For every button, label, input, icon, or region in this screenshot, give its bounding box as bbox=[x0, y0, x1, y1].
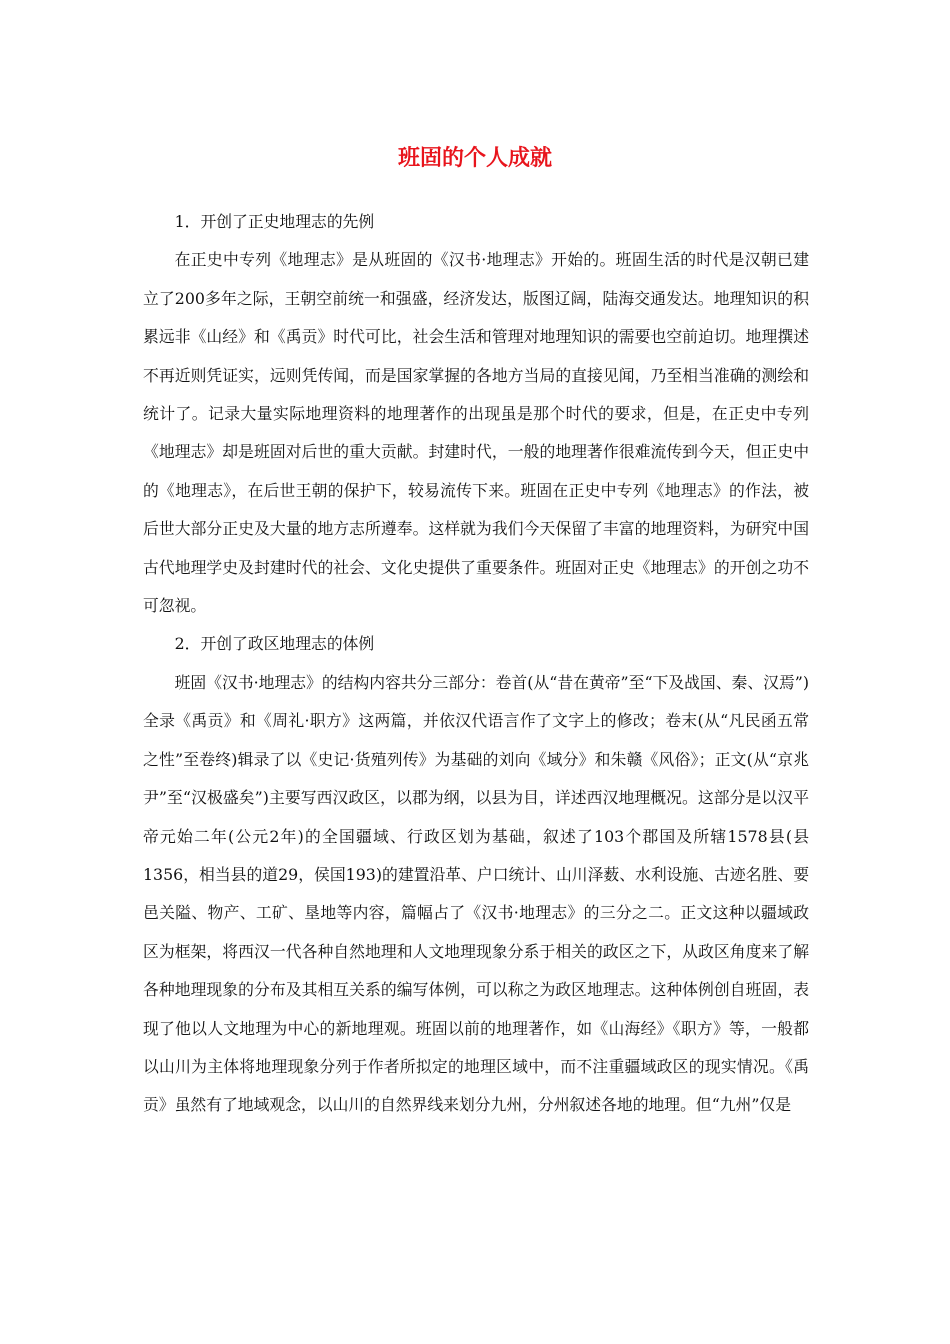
body-paragraph-2: 班固《汉书·地理志》的结构内容共分三部分：卷首(从“昔在黄帝”至“下及战国、秦、汉焉”)全录《禹贡》和《周礼·职方》这两篇，并依汉代语言作了文字上的修改；卷末(从“凡民函五常之性”至卷终)辑录了以《史记·货殖列传》为基础的刘向《域分》和朱赣《风俗》；正文(从“京兆尹”至“汉极盛矣”)主要写西汉政区，以郡为纲，以县为目，详述西汉地理概况。这部分是以汉平帝元始二年(公元2年)的全国疆域、行政区划为基础，叙述了103个郡国及所辖1578县(县1356，相当县的道29，侯国193)的建置沿革、户口统计、山川泽薮、水利设施、古迹名胜、要邑关隘、物产、工矿、垦地等内容，篇幅占了《汉书·地理志》的三分之二。正文这种以疆域政区为框架，将西汉一代各种自然地理和人文地理现象分系于相关的政区之下，从政区角度来了解各种地理现象的分布及其相互关系的编写体例，可以称之为政区地理志。这种体例创自班固，表现了他以人文地理为中心的新地理观。班固以前的地理著作，如《山海经》《职方》等，一般都以山川为主体将地理现象分列于作者所拟定的地理区域中，而不注重疆域政区的现实情况。《禹贡》虽然有了地域观念，以山川的自然界线来划分九州，分州叙述各地的地理。但“九州”仅是 bbox=[143, 672, 809, 1115]
document-body bbox=[143, 203, 809, 1125]
document-title: 班固的个人成就 bbox=[397, 145, 552, 171]
section-heading-1: 1．开创了正史地理志的先例 bbox=[174, 212, 375, 231]
body-paragraph-1: 在正史中专列《地理志》是从班固的《汉书·地理志》开始的。班固生活的时代是汉朝已建立了200多年之际，王朝空前统一和强盛，经济发达，版图辽阔，陆海交通发达。地理知识的积累远非《山经》和《禹贡》时代可比，社会生活和管理对地理知识的需要也空前迫切。地理撰述不再近则凭证实，远则凭传闻，而是国家掌握的各地方当局的直接见闻，乃至相当准确的测绘和统计了。记录大量实际地理资料的地理著作的出现虽是那个时代的要求，但是，在正史中专列《地理志》却是班固对后世的重大贡献。封建时代，一般的地理著作很难流传到今天，但正史中的《地理志》，在后世王朝的保护下，较易流传下来。班固在正史中专列《地理志》的作法，被后世大部分正史及大量的地方志所遵奉。这样就为我们今天保留了丰富的地理资料，为研究中国古代地理学史及封建时代的社会、文化史提供了重要条件。班固对正史《地理志》的开创之功不可忽视。 bbox=[143, 250, 809, 616]
section-heading-2: 2．开创了政区地理志的体例 bbox=[174, 634, 375, 654]
